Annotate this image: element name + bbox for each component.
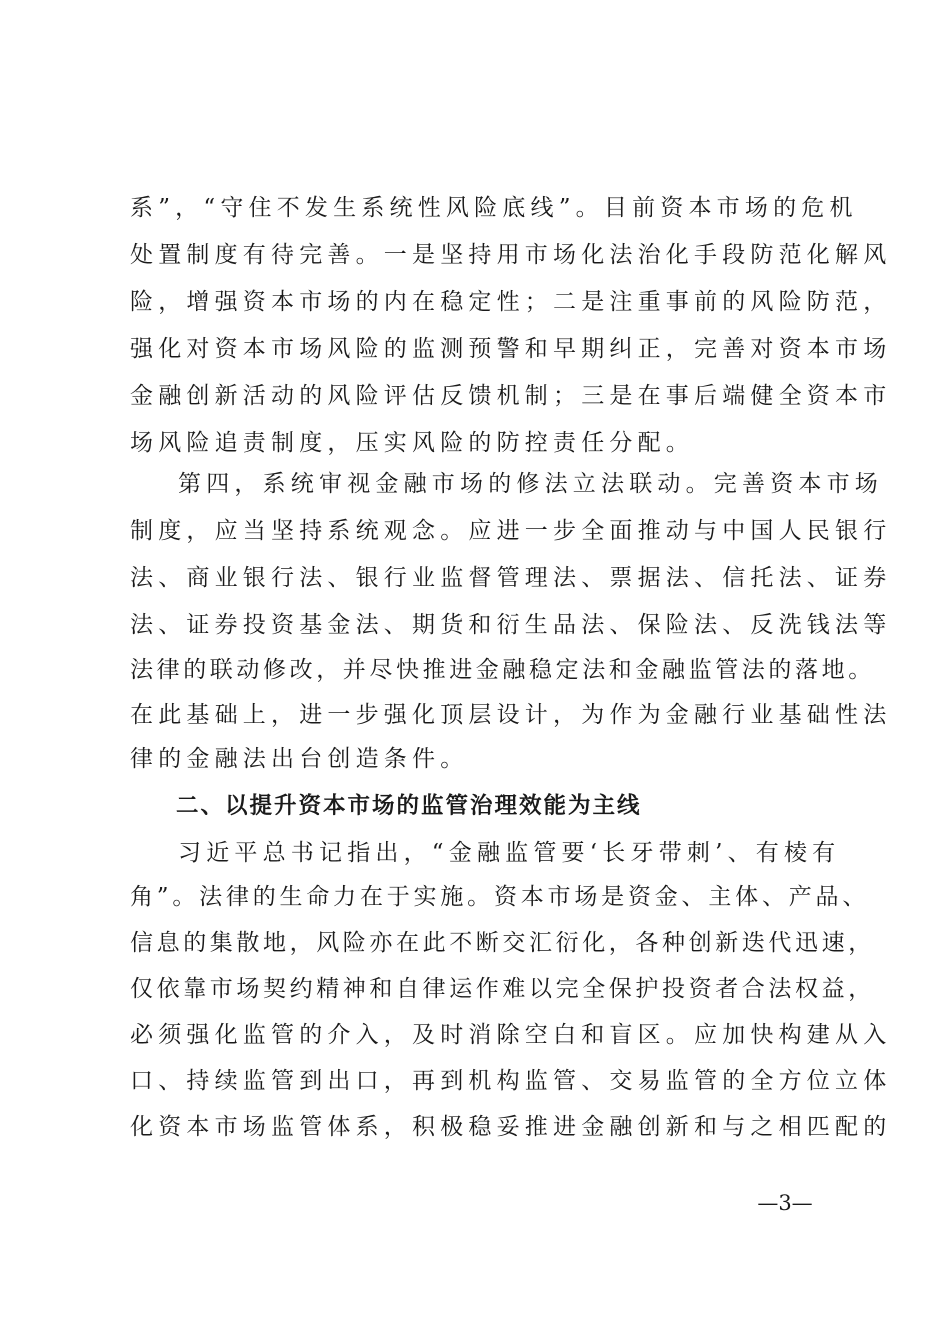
text-line: 法、商业银行法、银行业监督管理法、票据法、信托法、证券 — [130, 565, 892, 591]
text-line: 险，增强资本市场的内在稳定性；二是注重事前的风险防范， — [130, 289, 892, 315]
text-line: 法、证券投资基金法、期货和衍生品法、保险法、反洗钱法等 — [130, 612, 892, 638]
text-line: 角”。法律的生命力在于实施。资本市场是资金、主体、产品、 — [130, 884, 870, 910]
section-heading: 二、以提升资本市场的监管治理效能为主线 — [176, 793, 642, 819]
text-line: 制度，应当坚持系统观念。应进一步全面推动与中国人民银行 — [130, 518, 892, 544]
text-line: 口、持续监管到出口，再到机构监管、交易监管的全方位立体 — [130, 1068, 892, 1094]
text-line: 化资本市场监管体系，积极稳妥推进金融创新和与之相匹配的 — [130, 1114, 892, 1140]
text-line: 强化对资本市场风险的监测预警和早期纠正，完善对资本市场 — [130, 336, 892, 362]
text-line: 在此基础上，进一步强化顶层设计，为作为金融行业基础性法 — [130, 702, 892, 728]
text-line: 法律的联动修改，并尽快推进金融稳定法和金融监管法的落地。 — [130, 657, 875, 683]
text-line: 处置制度有待完善。一是坚持用市场化法治化手段防范化解风 — [130, 242, 892, 268]
text-line: 律的金融法出台创造条件。 — [130, 746, 469, 772]
text-line: 系”，“守住不发生系统性风险底线”。目前资本市场的危机 — [130, 195, 858, 221]
text-line: 仅依靠市场契约精神和自律运作难以完全保护投资者合法权益， — [130, 976, 875, 1002]
text-line: 信息的集散地，风险亦在此不断交汇衍化，各种创新迭代迅速， — [130, 930, 875, 956]
paragraph-first-line: 第四，系统审视金融市场的修法立法联动。完善资本市场 — [178, 471, 883, 497]
page-number: —3— — [757, 1191, 813, 1215]
text-line: 金融创新活动的风险评估反馈机制；三是在事后端健全资本市 — [130, 383, 892, 409]
text-line: 场风险追责制度，压实风险的防控责任分配。 — [130, 430, 694, 456]
paragraph-first-line: 习近平总书记指出，“金融监管要‘长牙带刺’、有棱有 — [178, 840, 841, 866]
text-line: 必须强化监管的介入，及时消除空白和盲区。应加快构建从入 — [130, 1022, 892, 1048]
